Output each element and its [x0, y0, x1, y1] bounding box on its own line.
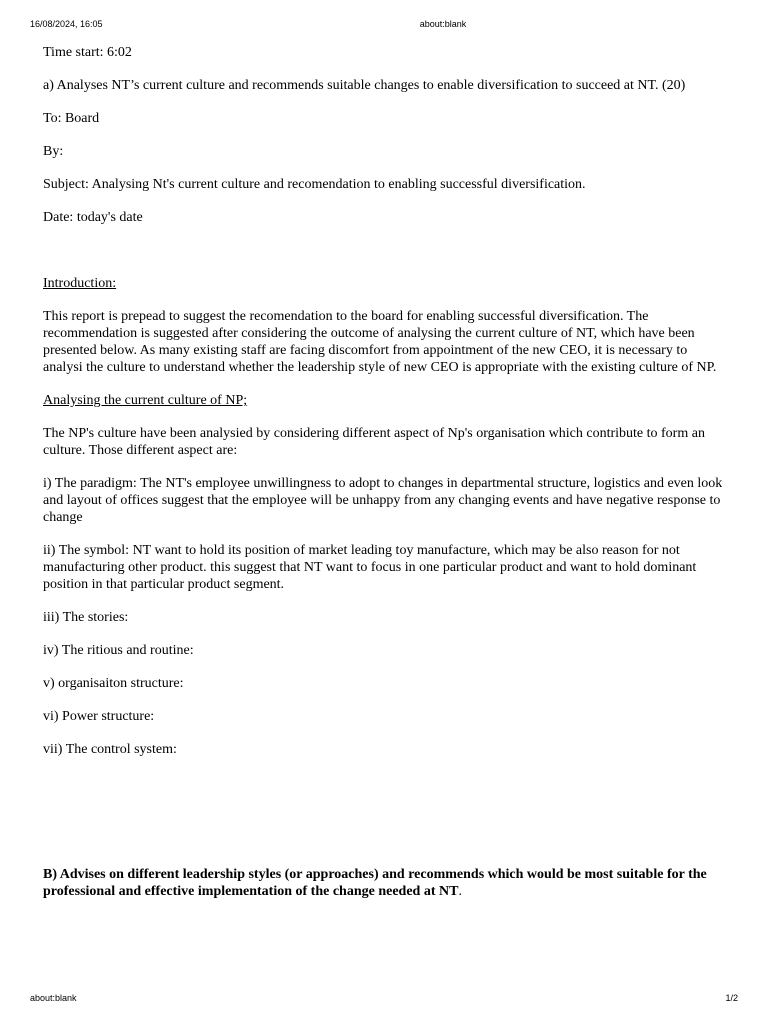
- page-number: 1/2: [725, 993, 738, 1003]
- memo-by: By:: [43, 144, 64, 159]
- memo-date: Date: today's date: [43, 210, 143, 225]
- culture-item: vi) Power structure:: [43, 709, 155, 724]
- question-b-text: B) Advises on different leadership styles (or approaches) and recommends which would be most suitable for the professional and effective implementation of the change needed at NT: [43, 867, 707, 899]
- spacer: [43, 774, 723, 866]
- document-body: [43, 44, 723, 916]
- question-b-period: .: [458, 884, 462, 899]
- time-start: Time start: 6:02: [43, 45, 132, 60]
- spacer: [43, 242, 723, 275]
- culture-item: i) The paradigm: The NT's employee unwillingness to adopt to changes in departmental structure, logistics and even look and layout of offices suggest that the employee will be unhappy from any changing events and have negative response to change: [43, 476, 723, 525]
- analysis-heading: Analysing the current culture of NP;: [43, 393, 248, 408]
- memo-subject: Subject: Analysing Nt's current culture and recomendation to enabling successful diversification.: [43, 177, 586, 192]
- print-header: [0, 19, 768, 33]
- question-a: a) Analyses NT’s current culture and recommends suitable changes to enable diversification to succeed at NT. (20): [43, 78, 686, 93]
- introduction-body: This report is prepead to suggest the recomendation to the board for enabling successful diversification. The recommendation is suggested after considering the outcome of analysing the current culture of NT, which have been presented below. As many existing staff are facing discomfort from appointment of the new CEO, it is necessary to analysi the culture to understand whether the leadership style of new CEO is appropriate with the existing culture of NP.: [43, 309, 717, 375]
- introduction-heading: Introduction:: [43, 276, 117, 291]
- print-footer: [0, 993, 768, 1007]
- culture-item: vii) The control system:: [43, 742, 177, 757]
- question-b: [43, 866, 723, 900]
- culture-item: iv) The ritious and routine:: [43, 643, 194, 658]
- memo-to: To: Board: [43, 111, 100, 126]
- print-datetime: 16/08/2024, 16:05: [30, 19, 103, 29]
- culture-item: ii) The symbol: NT want to hold its position of market leading toy manufacture, which may be also reason for not manufacturing other product. this suggest that NT want to focus in one particular product and want to hold dominant position in that particular product segment.: [43, 543, 697, 592]
- culture-item: iii) The stories:: [43, 610, 129, 625]
- print-url: about:blank: [419, 19, 467, 29]
- analysis-intro: The NP's culture have been analysied by considering different aspect of Np's organisation which contribute to form an culture. Those different aspect are:: [43, 426, 705, 458]
- footer-url: about:blank: [30, 993, 77, 1003]
- culture-item: v) organisaiton structure:: [43, 676, 184, 691]
